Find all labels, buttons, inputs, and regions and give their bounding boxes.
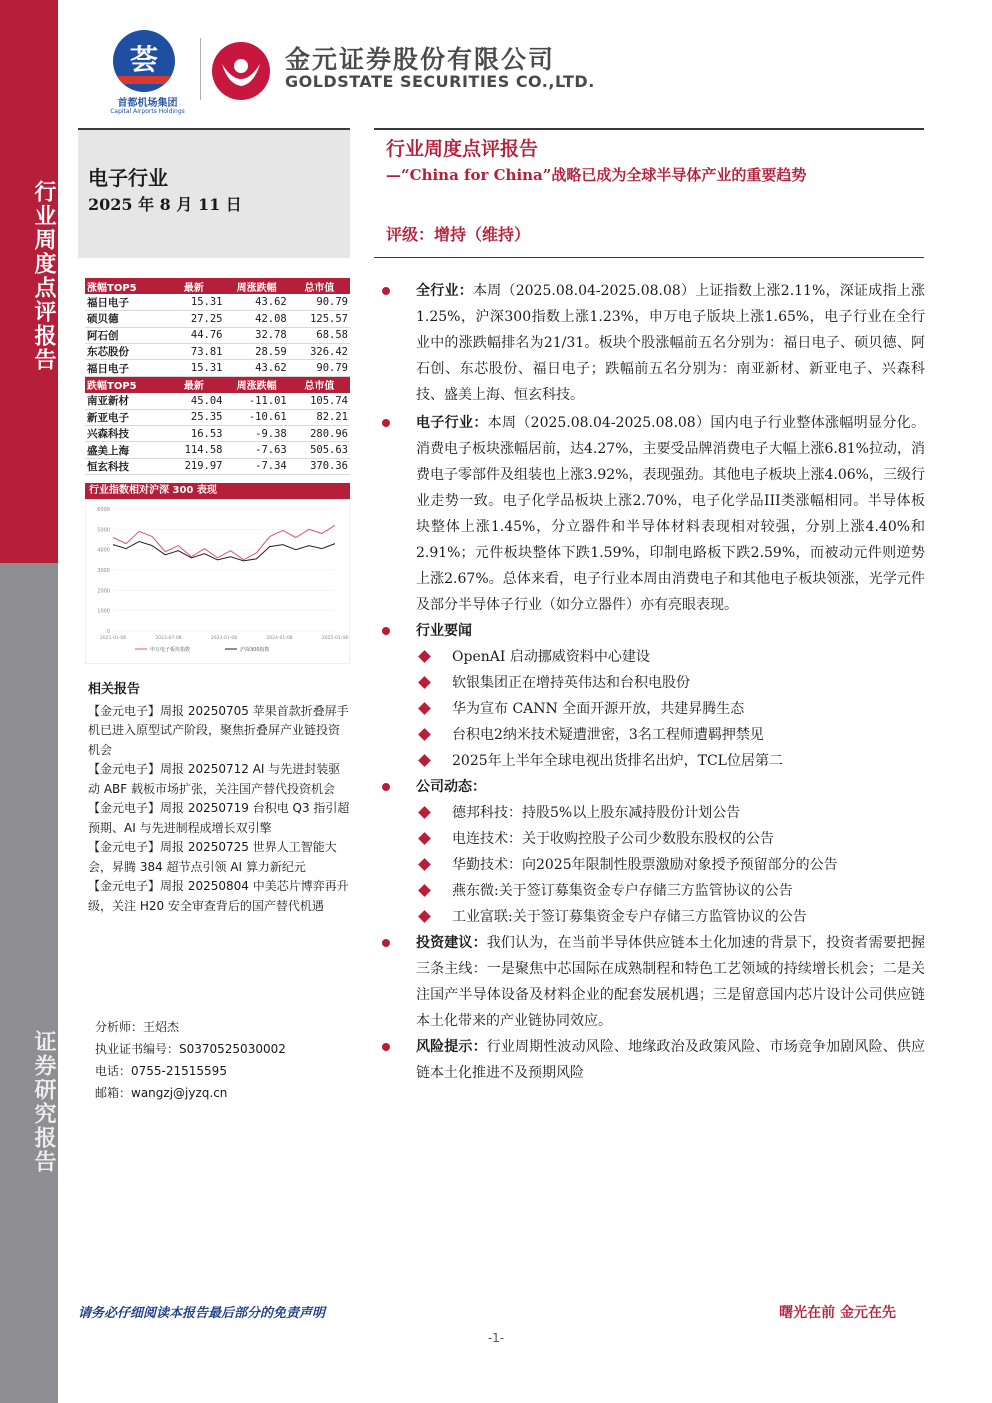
bullet-dot-icon	[382, 783, 390, 791]
section-risk	[380, 1034, 925, 1086]
section-lead: 公司动态：	[416, 779, 486, 795]
related-heading: 相关报告	[88, 682, 141, 697]
y-tick-label: 5000	[97, 527, 110, 534]
stock-name: 盛美上海	[85, 442, 163, 458]
side-label-report-type: 行业周度点评报告	[31, 180, 57, 372]
table-row	[85, 344, 350, 360]
section-lead: 投资建议：	[416, 935, 487, 951]
company-name-en: GOLDSTATE SECURITIES CO.,LTD.	[285, 72, 595, 91]
logo-divider	[200, 38, 201, 100]
related-report-item[interactable]: 【金元电子】周报 20250804 中美芯片博弈再升级，关注 H20 安全审查背后的国产替代机遇	[88, 879, 349, 913]
stock-value: 105.74	[289, 393, 350, 409]
x-tick-label: 2023-07-08	[155, 636, 182, 641]
list-item-text: OpenAI 启动挪威资料中心建设	[452, 649, 650, 665]
stock-value: 27.25	[163, 311, 224, 327]
section-text: 行业周期性波动风险、地缘政治及政策风险、市场竞争加剧风险、供应链本土化推进不及预期风险	[416, 1039, 926, 1081]
list-item-text: 软银集团正在增持英伟达和台积电股份	[452, 675, 690, 691]
stock-name: 硕贝德	[85, 311, 163, 327]
stock-value: 125.57	[289, 311, 350, 327]
stock-value: 43.62	[225, 294, 289, 310]
related-reports	[88, 680, 350, 916]
company-item	[380, 826, 925, 852]
news-item	[380, 748, 925, 774]
company-item	[380, 852, 925, 878]
section-text: 本周（2025.08.04-2025.08.08）上证指数上涨2.11%，深证成指上涨1.25%，沪深300指数上涨1.23%，申万电子版块上涨1.65%，电子行业在全行业中的涨跌幅排名为21/31。板块个股涨幅前五名分别为：福日电子、硕贝德、阿石创、东芯股份、福日电子；跌幅前五名分别为：南亚新材、新亚电子、兴森科技、盛美上海、恒玄科技。	[416, 283, 925, 403]
stock-name: 恒玄科技	[85, 458, 163, 474]
news-item	[380, 670, 925, 696]
diamond-bullet-icon	[418, 650, 431, 663]
x-tick-label: 2021-01-08	[99, 636, 127, 641]
stock-value: 25.35	[163, 409, 224, 425]
list-item-text: 电连技术：关于收购控股子公司少数股东股权的公告	[452, 831, 774, 847]
stock-name: 福日电子	[85, 360, 163, 376]
table-row	[85, 393, 350, 409]
stock-value: 15.31	[163, 294, 224, 310]
page-number: -1-	[487, 1331, 505, 1345]
section-news	[380, 618, 925, 644]
stock-name: 福日电子	[85, 294, 163, 310]
y-tick-label: 1000	[97, 608, 110, 615]
stock-value: -7.63	[225, 442, 289, 458]
related-report-item[interactable]: 【金元电子】周报 20250725 世界人工智能大会，昇腾 384 超节点引领 AI 算力新纪元	[88, 840, 337, 874]
y-tick-label: 0	[106, 629, 110, 635]
y-tick-label: 4000	[97, 547, 110, 554]
bullet-dot-icon	[382, 287, 390, 295]
slogan: 曙光在前 金元在先	[779, 1305, 896, 1321]
stock-value: 15.31	[163, 360, 224, 376]
analyst-email[interactable]: 邮箱：wangzj@jyzq.cn	[95, 1086, 228, 1100]
list-item-text: 华为宣布 CANN 全面开源开放，共建昇腾生态	[452, 701, 745, 717]
bullet-dot-icon	[382, 419, 390, 427]
goldstate-logo-icon	[210, 40, 272, 102]
list-item-text: 2025年上半年全球电视出货排名出炉，TCL位居第二	[452, 753, 783, 769]
airport-emblem-icon: 荟	[113, 30, 175, 92]
report-type: 行业周度点评报告	[386, 138, 539, 160]
diamond-bullet-icon	[418, 754, 431, 767]
stock-value: 32.78	[225, 327, 289, 343]
diamond-bullet-icon	[418, 676, 431, 689]
stock-name: 兴森科技	[85, 426, 163, 442]
section-lead: 行业要闻	[416, 623, 472, 639]
section-lead: 风险提示：	[416, 1039, 487, 1055]
table-header-cell: 跌幅TOP5	[85, 376, 163, 392]
diamond-bullet-icon	[418, 728, 431, 741]
section-company	[380, 774, 925, 800]
section-market	[380, 278, 925, 408]
table-row	[85, 409, 350, 425]
table-row	[85, 294, 350, 310]
title-box	[374, 128, 924, 258]
analyst-license: 执业证书编号：S0370525030002	[95, 1042, 286, 1056]
stock-value: 16.53	[163, 426, 224, 442]
stock-value: 219.97	[163, 458, 224, 474]
analyst-info	[95, 1016, 286, 1104]
stock-value: 42.08	[225, 311, 289, 327]
stock-name: 新亚电子	[85, 409, 163, 425]
section-text: 我们认为，在当前半导体供应链本土化加速的背景下，投资者需要把握三条主线：一是聚焦中芯国际在成熟制程和特色工艺领域的持续增长机会；二是关注国产半导体设备及材料企业的配套发展机遇；三是留意国内芯片设计公司供应链本土化带来的产业链协同效应。	[416, 935, 926, 1029]
losers-header	[85, 376, 350, 392]
stock-value: 43.62	[225, 360, 289, 376]
diamond-bullet-icon	[418, 858, 431, 871]
side-band-bottom	[0, 563, 58, 1403]
table-header-cell: 总市值	[289, 278, 350, 294]
chart-title: 行业指数相对沪深 300 表现	[85, 483, 350, 499]
side-label-research: 证券研究报告	[31, 1030, 57, 1174]
table-row	[85, 327, 350, 343]
stock-value: 82.21	[289, 409, 350, 425]
stock-value: 68.58	[289, 327, 350, 343]
stock-value: 114.58	[163, 442, 224, 458]
stock-value: 280.96	[289, 426, 350, 442]
diamond-bullet-icon	[418, 806, 431, 819]
table-row	[85, 442, 350, 458]
legend-label: 沪深300指数	[240, 647, 270, 653]
x-tick-label: 2025-01-08	[321, 636, 349, 641]
company-item	[380, 904, 925, 930]
report-body	[380, 278, 925, 1086]
airport-logo	[100, 30, 195, 115]
x-tick-label: 2024-01-08	[266, 636, 293, 641]
stock-value: 44.76	[163, 327, 224, 343]
stock-value: 28.59	[225, 344, 289, 360]
news-item	[380, 644, 925, 670]
report-subtitle: —“China for China”战略已成为全球半导体产业的重要趋势	[386, 166, 807, 184]
performance-chart	[85, 499, 350, 664]
stock-value: -10.61	[225, 409, 289, 425]
analyst-name: 分析师：王炤杰	[95, 1020, 180, 1034]
section-lead: 全行业：	[416, 283, 473, 299]
company-item	[380, 800, 925, 826]
stock-value: 370.36	[289, 458, 350, 474]
table-row	[85, 458, 350, 474]
table-header-cell: 最新	[163, 278, 224, 294]
industry-box	[78, 128, 350, 258]
airport-sub: Capital Airports Holdings	[110, 108, 185, 115]
stock-name: 阿石创	[85, 327, 163, 343]
analyst-phone: 电话：0755-21515595	[95, 1064, 227, 1078]
table-header-cell: 周涨跌幅	[225, 376, 289, 392]
diamond-bullet-icon	[418, 702, 431, 715]
list-item-text: 德邦科技：持股5%以上股东减持股份计划公告	[452, 805, 741, 821]
rating: 评级：增持（维持）	[386, 225, 531, 244]
table-header-cell: 总市值	[289, 376, 350, 392]
stock-name: 东芯股份	[85, 344, 163, 360]
gainers-header	[85, 278, 350, 294]
news-item	[380, 696, 925, 722]
legend-label: 申万电子板块指数	[150, 647, 191, 653]
stock-value: 90.79	[289, 360, 350, 376]
industry-name: 电子行业	[88, 166, 168, 190]
list-item-text: 工业富联:关于签订募集资金专户存储三方监管协议的公告	[452, 909, 807, 925]
news-item	[380, 722, 925, 748]
table-header-cell: 涨幅TOP5	[85, 278, 163, 294]
x-tick-label: 2023-01-08	[210, 636, 238, 641]
stock-value: -11.01	[225, 393, 289, 409]
y-tick-label: 2000	[97, 588, 110, 595]
diamond-bullet-icon	[418, 910, 431, 923]
bullet-dot-icon	[382, 939, 390, 947]
table-header-cell: 周涨跌幅	[225, 278, 289, 294]
stock-value: 505.63	[289, 442, 350, 458]
table-row	[85, 426, 350, 442]
list-item-text: 台积电2纳米技术疑遭泄密，3名工程师遭羁押禁见	[452, 727, 764, 743]
list-item-text: 华勤技术：向2025年限制性股票激励对象授予预留部分的公告	[452, 857, 838, 873]
bullet-dot-icon	[382, 627, 390, 635]
stock-value: 326.42	[289, 344, 350, 360]
related-report-item[interactable]: 【金元电子】周报 20250712 AI 与先进封装驱动 ABF 载板市场扩张，关注国产替代投资机会	[88, 762, 341, 796]
disclaimer-note: 请务必仔细阅读本报告最后部分的免责声明	[78, 1306, 326, 1321]
section-advice	[380, 930, 925, 1034]
diamond-bullet-icon	[418, 884, 431, 897]
company-item	[380, 878, 925, 904]
section-lead: 电子行业：	[416, 415, 488, 431]
table-row	[85, 360, 350, 376]
y-tick-label: 3000	[97, 568, 110, 574]
stock-value: 45.04	[163, 393, 224, 409]
stock-value: 73.81	[163, 344, 224, 360]
related-report-item[interactable]: 【金元电子】周报 20250719 台积电 Q3 指引超预期、AI 与先进制程成增长双引擎	[88, 801, 350, 835]
table-row	[85, 311, 350, 327]
diamond-bullet-icon	[418, 832, 431, 845]
section-electronics	[380, 410, 925, 618]
company-name-cn: 金元证券股份有限公司	[285, 45, 556, 74]
stock-value: 90.79	[289, 294, 350, 310]
table-header-cell: 最新	[163, 376, 224, 392]
stock-value: -7.34	[225, 458, 289, 474]
related-report-item[interactable]: 【金元电子】周报 20250705 苹果首款折叠屏手机已进入原型试产阶段，聚焦折叠屏产业链投资机会	[88, 703, 349, 757]
airport-name: 首都机场集团	[117, 98, 178, 109]
report-date: 2025 年 8 月 11 日	[88, 195, 242, 214]
list-item-text: 燕东微:关于签订募集资金专户存储三方监管协议的公告	[452, 883, 793, 899]
y-tick-label: 6000	[97, 507, 110, 513]
bullet-dot-icon	[382, 1043, 390, 1051]
stock-value: -9.38	[225, 426, 289, 442]
section-text: 本周（2025.08.04-2025.08.08）国内电子行业整体涨幅明显分化。消费电子板块涨幅居前，达4.27%，主要受品牌消费电子大幅上涨6.81%拉动，消费电子零部件及组装也上涨3.92%，表现强劲。其他电子板块上涨4.06%，三级行业走势一致。电子化学品板块上涨2.70%，电子化学品III类涨幅相同。半导体板块整体上涨1.45%，分立器件和半导体材料表现相对较强，分别上涨4.40%和2.91%；元件板块整体下跌1.59%，印制电路板下跌2.59%，而被动元件则逆势上涨2.67%。总体来看，电子行业本周由消费电子和其他电子板块领涨，光学元件及部分半导体子行业（如分立器件）亦有亮眼表现。	[416, 415, 926, 613]
top5-table	[85, 278, 350, 475]
stock-name: 南亚新材	[85, 393, 163, 409]
